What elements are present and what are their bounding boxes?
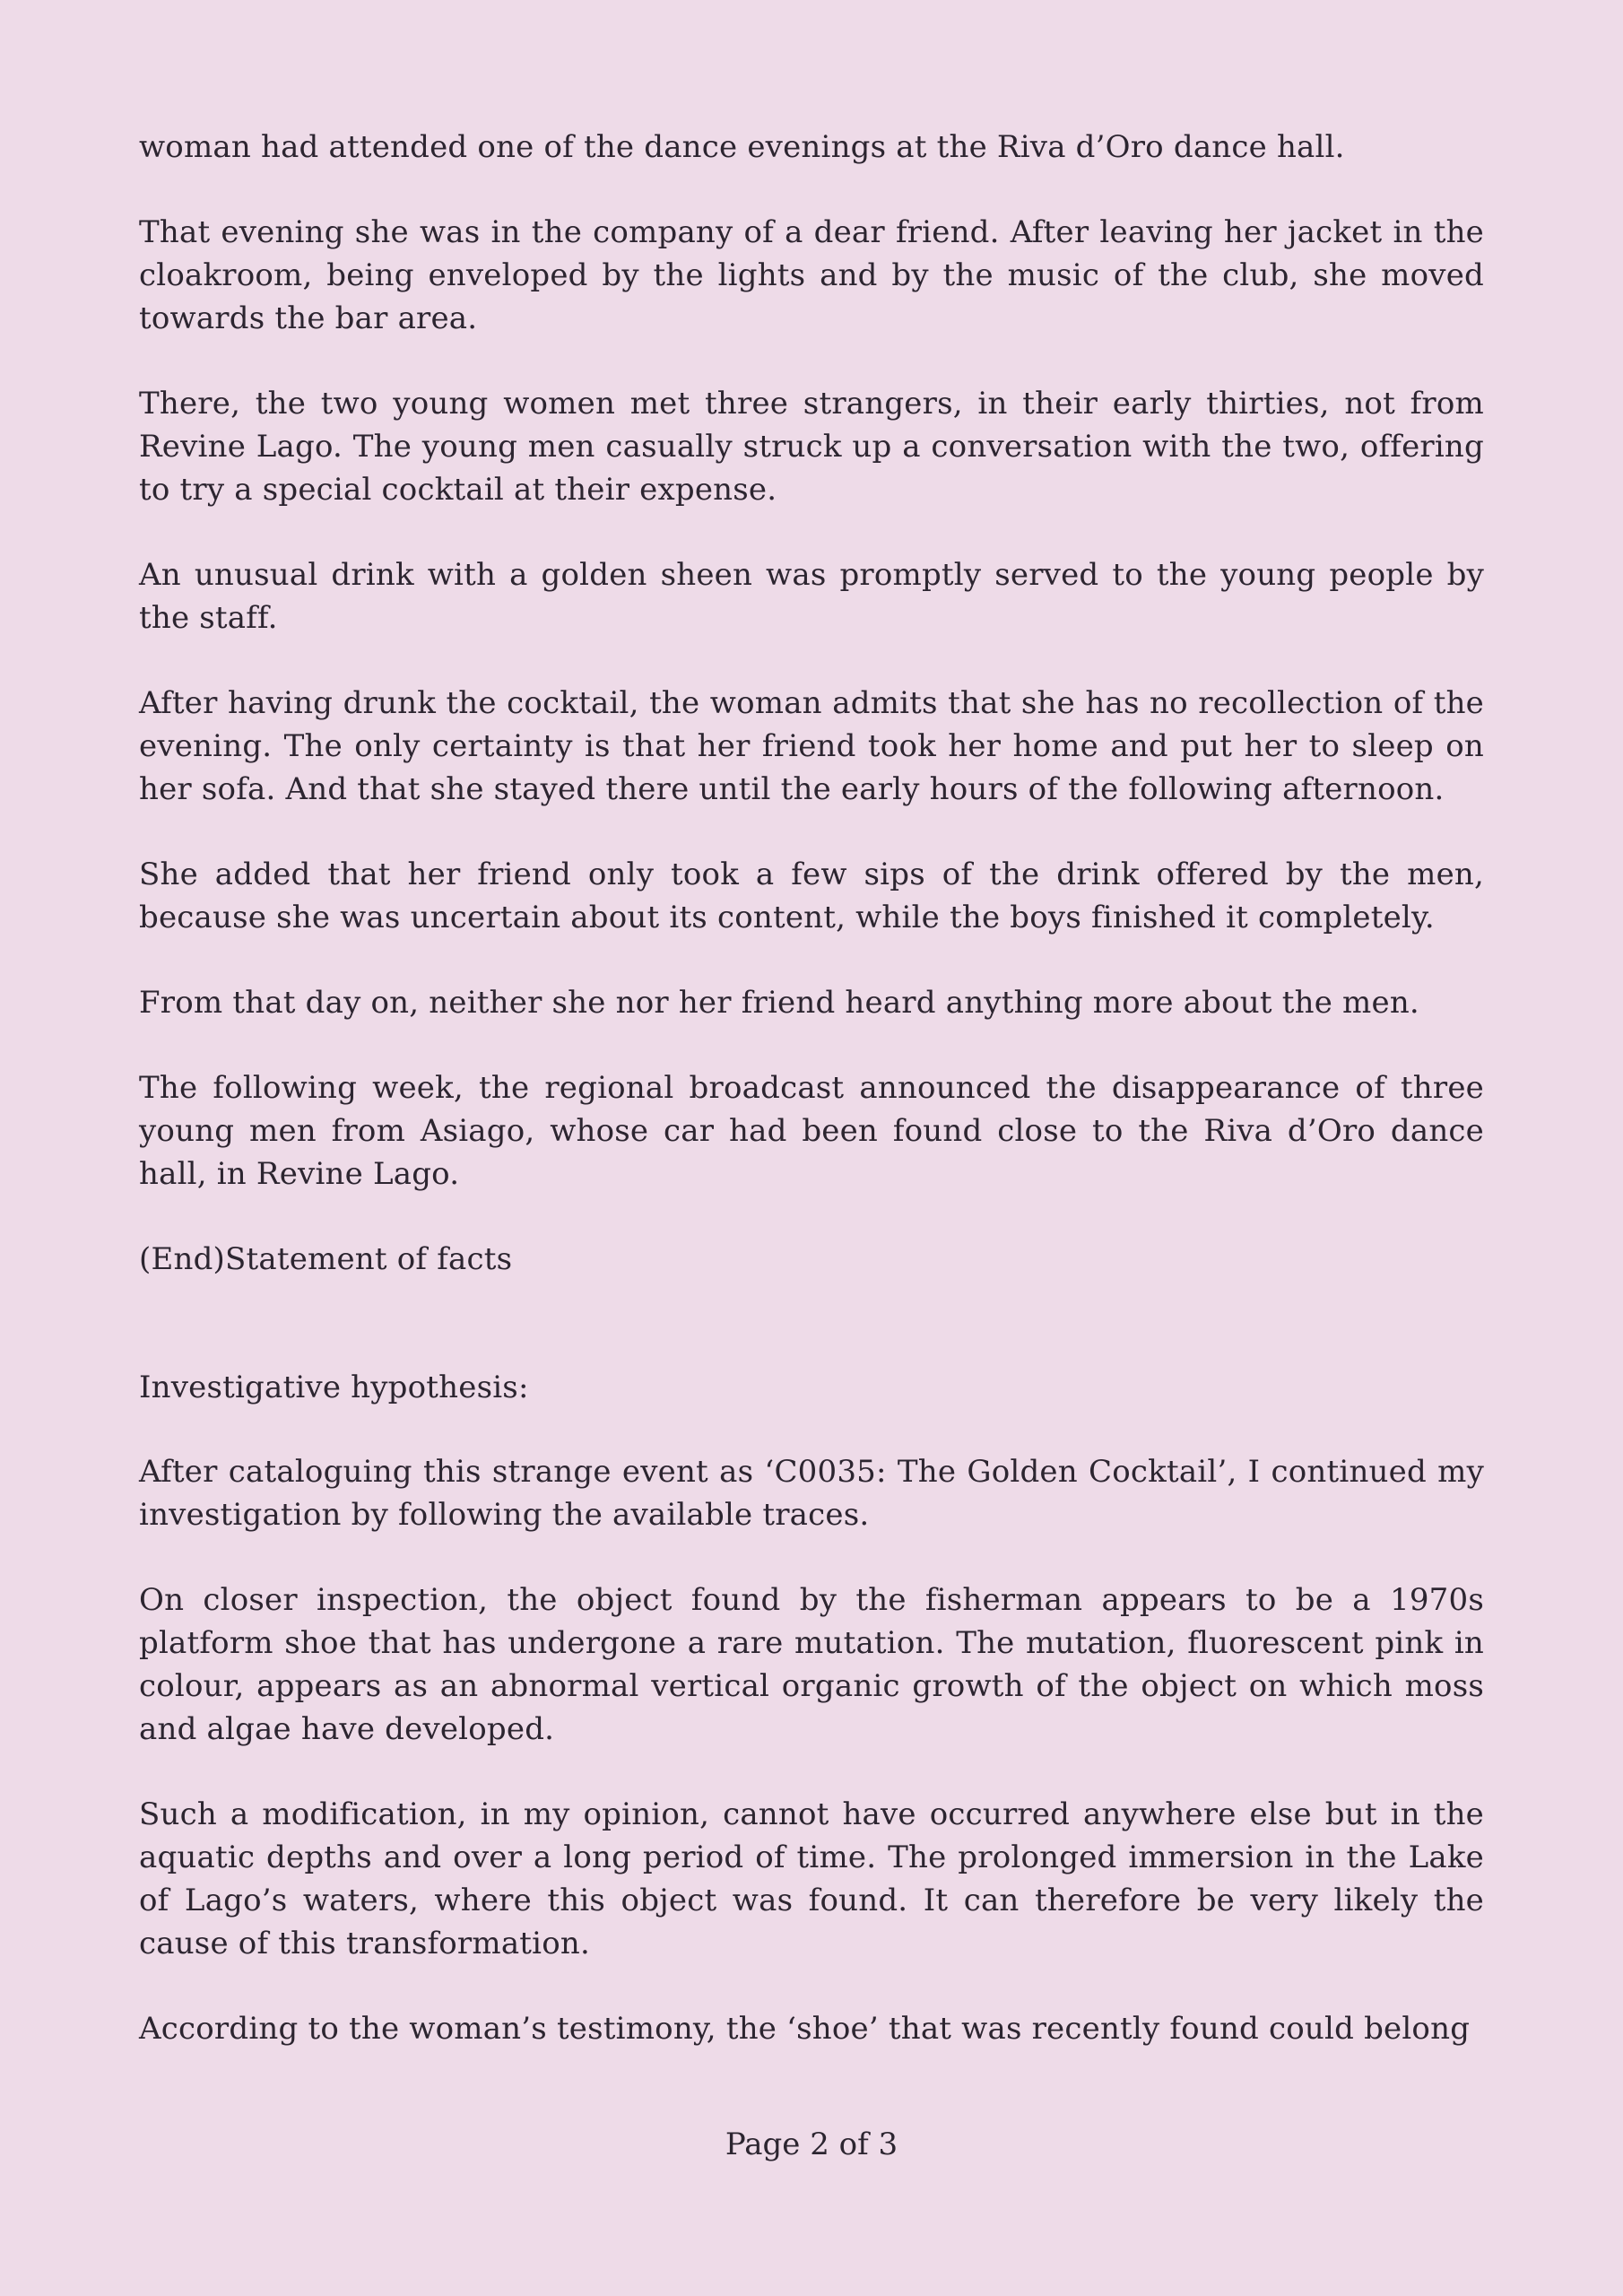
page-number: Page 2 of 3 bbox=[725, 2126, 898, 2162]
hypothesis-paragraph-3: Such a modification, in my opinion, cannot have occurred anywhere else but in the aquatic depths and over a long period of time. The prolonged immersion in the Lake of Lago’s waters, where this object was found. It can therefore be very likely the cause of this transformation. bbox=[139, 1796, 1484, 1961]
paragraph-2: That evening she was in the company of a dear friend. After leaving her jacket in the cloakroom, being enveloped by the lights and by the music of the club, she moved towards the bar area. bbox=[139, 214, 1484, 336]
paragraph-4: An unusual drink with a golden sheen was promptly served to the young people by the staff. bbox=[139, 557, 1484, 636]
hypothesis-paragraph-1: After cataloguing this strange event as ‘C0035: The Golden Cocktail’, I continued my investigation by following the available traces. bbox=[139, 1454, 1484, 1533]
end-statement: (End)Statement of facts bbox=[139, 1241, 513, 1277]
hypothesis-paragraph-2: On closer inspection, the object found by the fisherman appears to be a 1970s platform shoe that has undergone a rare mutation. The mutation, fluorescent pink in colour, appears as an abnormal vertical organic growth of the object on which moss and algae have developed. bbox=[139, 1582, 1484, 1747]
paragraph-7: From that day on, neither she nor her friend heard anything more about the men. bbox=[139, 985, 1419, 1021]
document-body bbox=[139, 126, 1484, 2092]
hypothesis-heading: Investigative hypothesis: bbox=[139, 1370, 529, 1405]
paragraph-8: The following week, the regional broadcast announced the disappearance of three young men from Asiago, whose car had been found close to the Riva d’Oro dance hall, in Revine Lago. bbox=[139, 1070, 1484, 1192]
paragraph-6: She added that her friend only took a few sips of the drink offered by the men, because she was uncertain about its content, while the boys finished it completely. bbox=[139, 857, 1484, 935]
paragraph-5: After having drunk the cocktail, the woman admits that she has no recollection of the evening. The only certainty is that her friend took her home and put her to sleep on her sofa. And that she stayed there until the early hours of the following afternoon. bbox=[139, 685, 1484, 807]
paragraph-3: There, the two young women met three strangers, in their early thirties, not from Revine Lago. The young men casually struck up a conversation with the two, offering to try a special cocktail at their expense. bbox=[139, 386, 1484, 508]
paragraph-1: woman had attended one of the dance evenings at the Riva d’Oro dance hall. bbox=[139, 129, 1345, 165]
hypothesis-paragraph-4: According to the woman’s testimony, the ‘shoe’ that was recently found could belong bbox=[139, 2011, 1471, 2047]
